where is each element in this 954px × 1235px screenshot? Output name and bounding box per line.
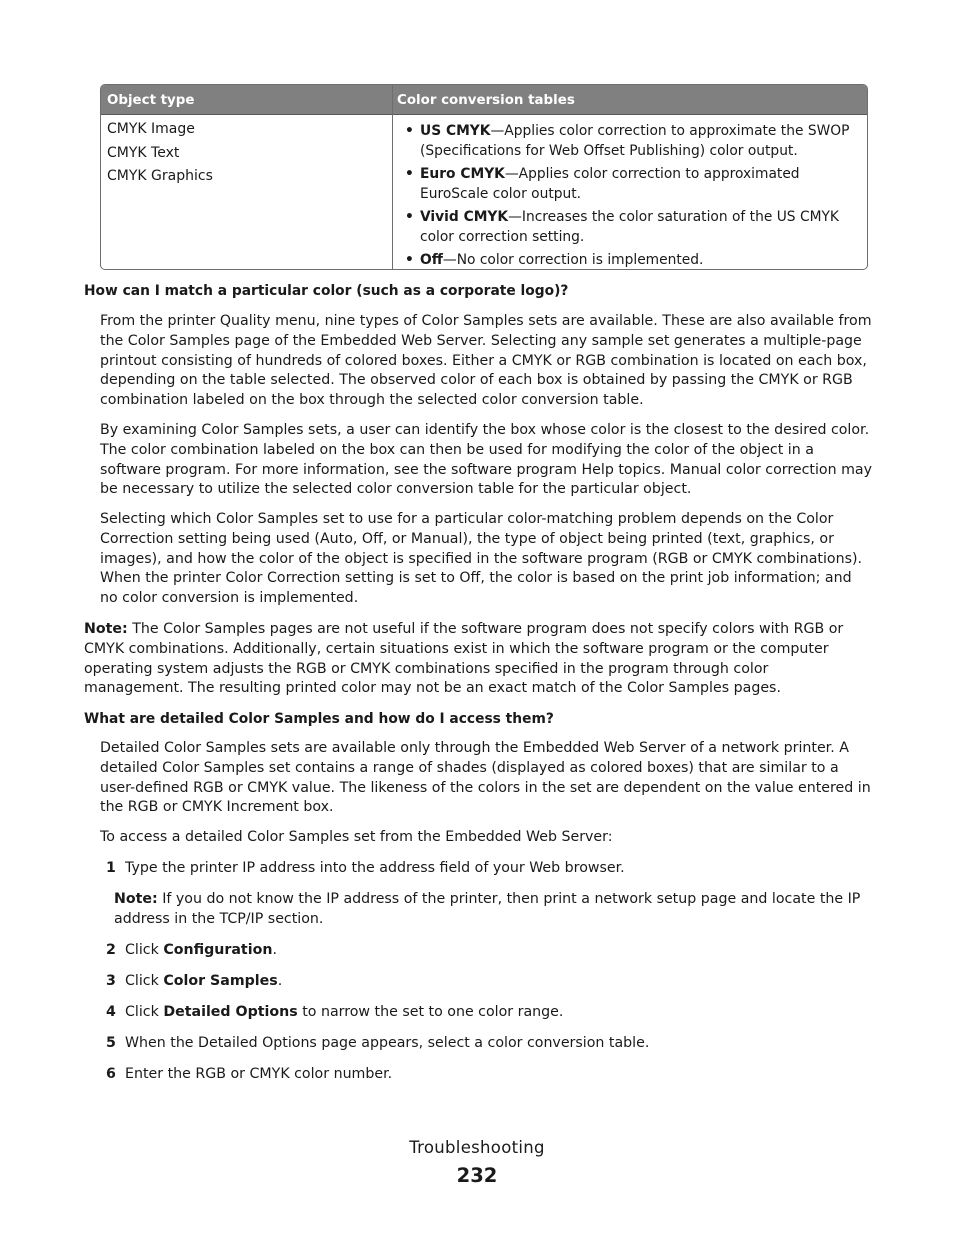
step-number: 6 — [106, 1066, 116, 1082]
object-type-item: CMYK Image — [107, 121, 195, 137]
step-text: When the Detailed Options page appears, select a color conversion table. — [125, 1035, 650, 1051]
color-conversion-table — [100, 84, 868, 270]
header-object-type: Object type — [107, 93, 195, 108]
step-number: 1 — [106, 860, 116, 876]
step-text: Click — [125, 973, 164, 989]
bullet-icon: • — [405, 209, 414, 225]
step-bold-term: Detailed Options — [163, 1004, 298, 1020]
table-header — [101, 85, 867, 115]
step-5 — [106, 1034, 866, 1054]
step-number: 2 — [106, 942, 116, 958]
footer-page-number: 232 — [456, 1164, 498, 1187]
bullet-icon: • — [405, 252, 414, 268]
paragraph-detailed-samples: Detailed Color Samples sets are available only through the Embedded Web Server of a network printer. A detailed Color Samples set contains a range of shades (displayed as colored boxes) that are similar to a user-defined RGB or CMYK value. The likeness of the colors in the set are dependent on the value entered in the RGB or CMYK Increment box. — [100, 740, 871, 816]
bullet-icon: • — [405, 123, 414, 139]
bullet-term: Off — [420, 252, 443, 268]
conversion-tables-cell — [404, 122, 852, 270]
bullet-text: —No color correction is implemented. — [442, 252, 704, 268]
bullet-text: —Applies color correction to approximate the SWOP (Specifications for Web Offset Publishing) color output. — [420, 123, 850, 159]
note-text: If you do not know the IP address of the printer, then print a network setup page and locate the IP address in the TCP/IP section. — [114, 891, 861, 927]
step-text: Click — [125, 1004, 164, 1020]
header-color-conversion-tables: Color conversion tables — [397, 93, 575, 108]
step-text: Enter the RGB or CMYK color number. — [125, 1066, 393, 1082]
bullet-item — [404, 122, 852, 161]
bullet-text: —Applies color correction to approximated EuroScale color output. — [420, 166, 800, 202]
bullet-term: Vivid CMYK — [420, 209, 509, 225]
bullet-icon: • — [405, 166, 414, 182]
column-divider — [392, 85, 393, 269]
note-label: Note: — [84, 621, 128, 637]
question-heading-match-color: How can I match a particular color (such as a corporate logo)? — [84, 283, 569, 299]
paragraph-color-samples-intro: From the printer Quality menu, nine types of Color Samples sets are available. These are also available from the Color Samples page of the Embedded Web Server. Selecting any sample set generates a multiple-page printout consisting of hundreds of colored boxes. Either a CMYK or RGB combination is located on each box, depending on the table selected. The observed color of each box is obtained by passing the CMYK or RGB combination labeled on the box through the selected color conversion table. — [100, 313, 872, 409]
object-type-cell — [107, 118, 387, 189]
bullet-item — [404, 165, 852, 204]
step-text-end: . — [272, 942, 277, 958]
step-number: 4 — [106, 1004, 116, 1020]
step-number: 5 — [106, 1035, 116, 1051]
bullet-item — [404, 208, 852, 247]
step-text: Type the printer IP address into the address field of your Web browser. — [125, 860, 625, 876]
step-bold-term: Color Samples — [163, 973, 278, 989]
step-text: Click — [125, 942, 164, 958]
step-number: 3 — [106, 973, 116, 989]
question-heading-detailed-samples: What are detailed Color Samples and how do I access them? — [84, 711, 554, 727]
note-color-samples — [84, 620, 872, 699]
step-2 — [106, 941, 866, 961]
note-text: The Color Samples pages are not useful if the software program does not specify colors with RGB or CMYK combinations. Additionally, certain situations exist in which the software program or the computer operating system adjusts the RGB or CMYK combinations specified in the program through color management. The resulting printed color may not be an exact match of the Color Samples pages. — [84, 621, 844, 697]
bullet-text: —Increases the color saturation of the US CMYK color correction setting. — [420, 209, 839, 245]
note-label: Note: — [114, 891, 158, 907]
object-type-item: CMYK Text — [107, 144, 180, 161]
step-bold-term: Configuration — [163, 942, 273, 958]
note-ip-address — [114, 890, 874, 930]
step-6 — [106, 1065, 866, 1085]
paragraph-selecting-samples: Selecting which Color Samples set to use for a particular color-matching problem depends on the Color Correction setting being used (Auto, Off, or Manual), the type of object being printed (text, graphics, or images), and how the color of the object is specified in the software program (RGB or CMYK combinations). When the printer Color Correction setting is set to Off, the color is based on the print job information; and no color conversion is implemented. — [100, 511, 863, 607]
paragraph-examining-samples: By examining Color Samples sets, a user can identify the box whose color is the closest to the desired color. The color combination labeled on the box can then be used for modifying the color of the object in a software program. For more information, see the software program Help topics. Manual color correction may be necessary to utilize the selected color conversion table for the particular object. — [100, 422, 872, 498]
step-3 — [106, 972, 866, 992]
object-type-item: CMYK Graphics — [107, 168, 213, 184]
paragraph-access-intro: To access a detailed Color Samples set from the Embedded Web Server: — [100, 829, 613, 845]
bullet-term: US CMYK — [420, 123, 491, 139]
step-text-end: to narrow the set to one color range. — [297, 1004, 564, 1020]
step-4 — [106, 1003, 866, 1023]
bullet-item — [404, 251, 852, 270]
step-1 — [106, 859, 866, 879]
footer-section-title: Troubleshooting — [409, 1138, 545, 1157]
bullet-term: Euro CMYK — [420, 166, 505, 182]
step-text-end: . — [277, 973, 283, 989]
